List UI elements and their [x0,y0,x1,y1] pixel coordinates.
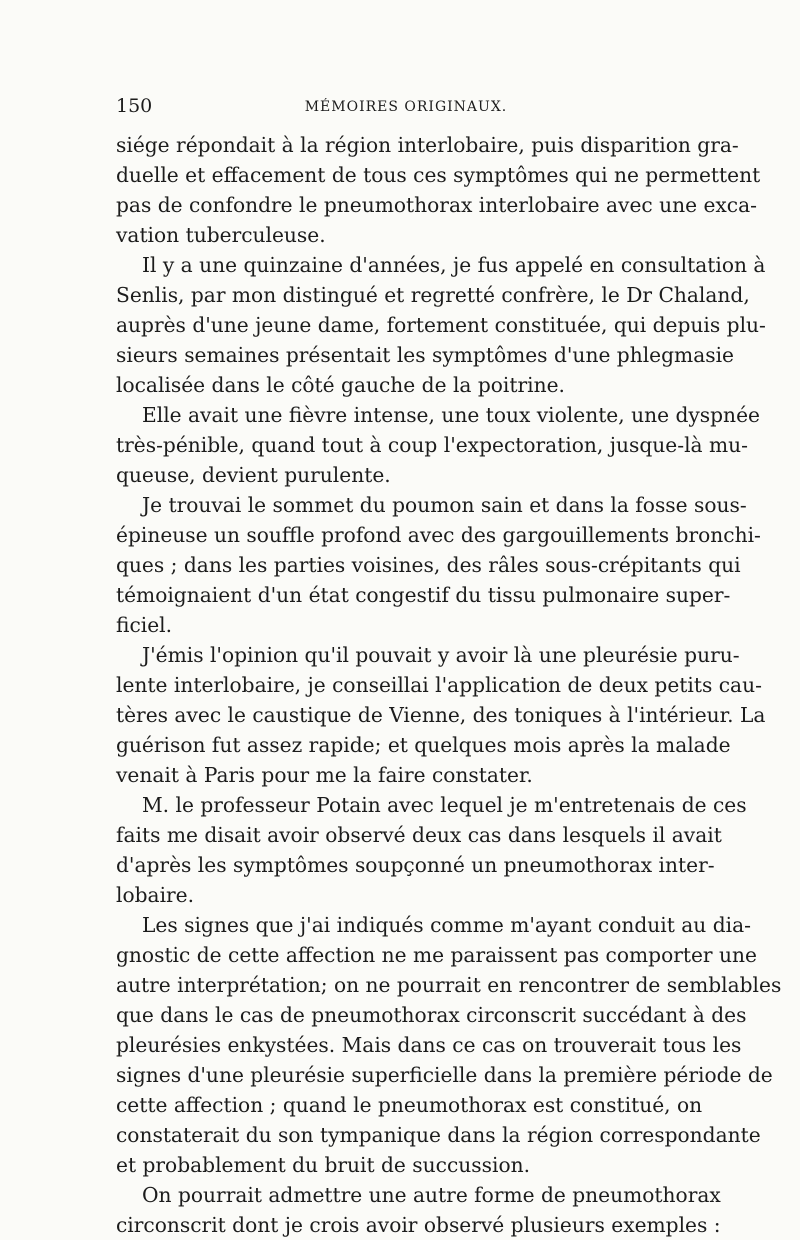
text-line: gnostic de cette affection ne me paraissent pas comporter une [116,943,757,967]
text-line: d'après les symptômes soupçonné un pneumothorax inter- [116,853,715,877]
text-line: lente interlobaire, je conseillai l'application de deux petits cau- [116,673,762,697]
text-line: épineuse un souffle profond avec des gargouillements bronchi- [116,523,761,547]
page-header [116,95,696,123]
text-line: cette affection ; quand le pneumothorax est constitué, on [116,1093,703,1117]
text-line: On pourrait admettre une autre forme de pneumothorax [142,1183,721,1207]
running-title: MÉMOIRES ORIGINAUX. [304,99,508,115]
text-line: et probablement du bruit de succussion. [116,1153,531,1177]
text-line: siége répondait à la région interlobaire, puis disparition gra- [116,133,739,157]
text-line: constaterait du son tympanique dans la région correspondante [116,1123,761,1147]
text-line: Il y a une quinzaine d'années, je fus appelé en consultation à [142,253,766,277]
text-line: ques ; dans les parties voisines, des râles sous-crépitants qui [116,553,741,577]
text-line: faits me disait avoir observé deux cas dans lesquels il avait [116,823,722,847]
text-line: Senlis, par mon distingué et regretté confrère, le Dr Chaland, [116,283,750,307]
text-line: très-pénible, quand tout à coup l'expectoration, jusque-là mu- [116,433,748,457]
text-line: ficiel. [116,613,173,637]
text-line: signes d'une pleurésie superficielle dans la première période de [116,1063,773,1087]
text-line: M. le professeur Potain avec lequel je m'entretenais de ces [142,793,747,817]
page-number: 150 [116,95,153,117]
text-line: pleurésies enkystées. Mais dans ce cas on trouverait tous les [116,1033,742,1057]
text-line: sieurs semaines présentait les symptômes d'une phlegmasie [116,343,734,367]
text-line: que dans le cas de pneumothorax circonscrit succédant à des [116,1003,747,1027]
text-line: queuse, devient purulente. [116,463,391,487]
text-line: Je trouvai le sommet du poumon sain et dans la fosse sous- [142,493,747,517]
text-line: témoignaient d'un état congestif du tissu pulmonaire super- [116,583,731,607]
text-line: venait à Paris pour me la faire constater. [116,763,533,787]
text-line: auprès d'une jeune dame, fortement constituée, qui depuis plu- [116,313,766,337]
text-line: autre interprétation; on ne pourrait en rencontrer de semblables [116,973,782,997]
text-line: Elle avait une fièvre intense, une toux violente, une dyspnée [142,403,760,427]
text-line: vation tuberculeuse. [116,223,326,247]
text-line: Les signes que j'ai indiqués comme m'ayant conduit au dia- [142,913,751,937]
text-line: J'émis l'opinion qu'il pouvait y avoir là une pleurésie puru- [142,643,740,667]
text-line: localisée dans le côté gauche de la poitrine. [116,373,565,397]
text-line: lobaire. [116,883,195,907]
text-line: circonscrit dont je crois avoir observé plusieurs exemples : [116,1213,721,1237]
text-line: guérison fut assez rapide; et quelques mois après la malade [116,733,731,757]
text-line: pas de confondre le pneumothorax interlobaire avec une exca- [116,193,757,217]
text-line: duelle et effacement de tous ces symptômes qui ne permettent [116,163,761,187]
body-text [116,130,782,1240]
text-line: tères avec le caustique de Vienne, des toniques à l'intérieur. La [116,703,766,727]
